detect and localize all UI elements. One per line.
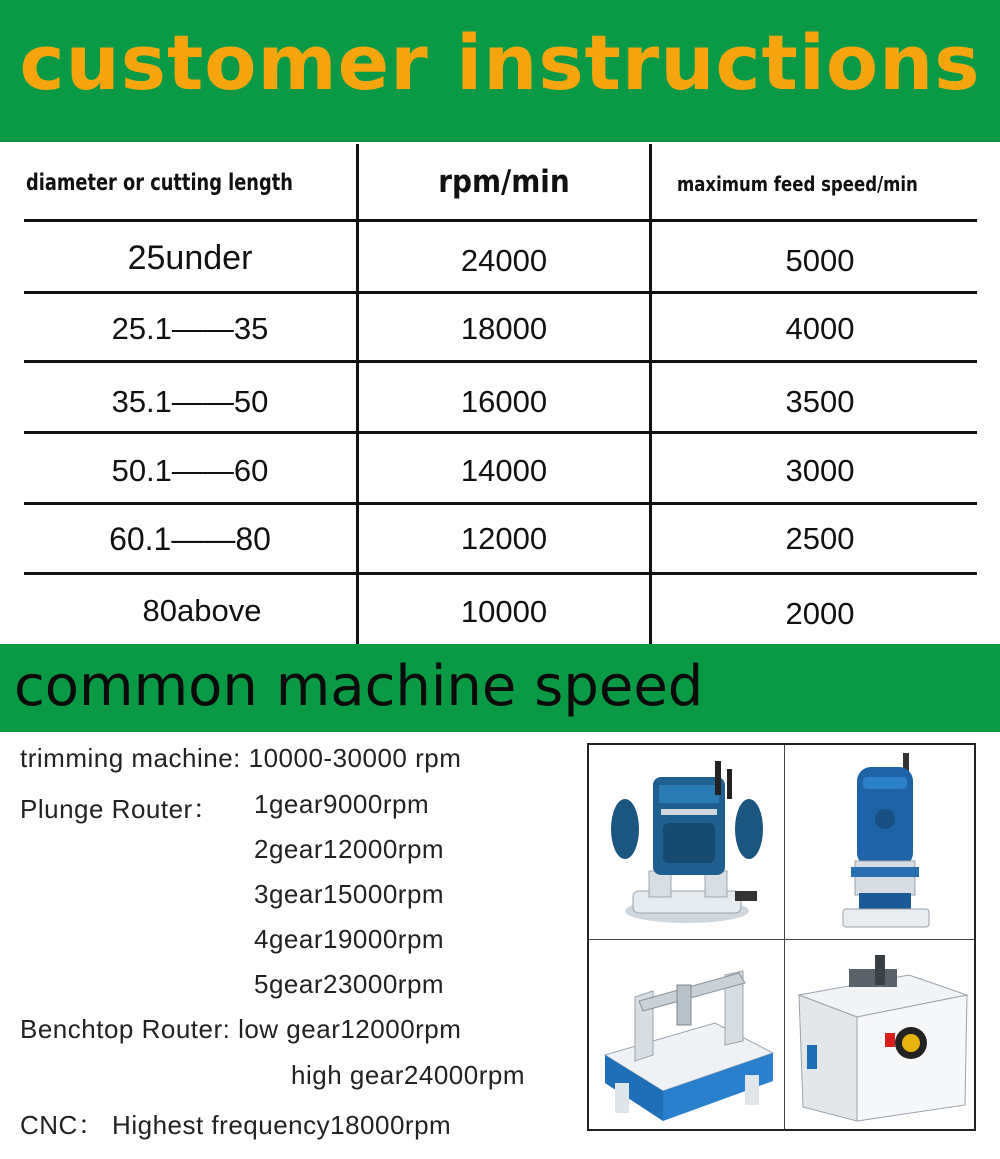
table-cell: 4000	[785, 311, 855, 346]
plunge-gear-4: 4gear19000rpm	[254, 924, 445, 954]
table-cell: 25.1——35	[111, 311, 269, 346]
plunge-router-image	[597, 751, 777, 931]
table-cell: 80above	[142, 593, 262, 628]
table-cell: 60.1——80	[109, 521, 271, 557]
grid-divider	[784, 745, 785, 1129]
table-cell: 18000	[460, 311, 548, 346]
trimming-machine-image	[793, 749, 973, 935]
row-divider	[24, 360, 977, 363]
table-cell: 35.1——50	[111, 384, 269, 419]
column-header-rpm: rpm/min	[438, 164, 570, 200]
table-cell: 5000	[785, 243, 855, 278]
table-cell: 14000	[460, 453, 548, 488]
table-cell: 2000	[785, 596, 855, 631]
table-cell: 16000	[460, 384, 548, 419]
row-divider	[24, 572, 977, 575]
top-banner	[0, 0, 1000, 142]
table-cell: 50.1——60	[111, 453, 269, 488]
spindle-moulder-image	[789, 945, 973, 1125]
table-cell: 24000	[460, 243, 548, 278]
cnc-router-image	[595, 945, 779, 1125]
page-title: customer instructions	[19, 18, 981, 107]
row-divider	[24, 431, 977, 434]
table-cell: 10000	[460, 594, 548, 629]
speed-table	[0, 142, 1000, 644]
plunge-gear-5: 5gear23000rpm	[254, 969, 445, 999]
table-cell: 25under	[127, 239, 253, 277]
benchtop-router-high: high gear24000rpm	[291, 1060, 525, 1090]
row-divider	[24, 219, 977, 222]
benchtop-router-low: Benchtop Router: low gear12000rpm	[20, 1014, 462, 1044]
section-banner	[0, 644, 1000, 732]
plunge-gear-3: 3gear15000rpm	[254, 879, 445, 909]
table-cell: 3500	[785, 384, 855, 419]
product-image-grid	[587, 743, 976, 1131]
table-cell: 3000	[785, 453, 855, 488]
trimming-speed: trimming machine: 10000-30000 rpm	[20, 743, 462, 773]
plunge-router-label: Plunge Router：	[20, 794, 220, 824]
plunge-gear-2: 2gear12000rpm	[254, 834, 445, 864]
section-title: common machine speed	[14, 654, 704, 719]
row-divider	[24, 291, 977, 294]
cnc-speed: CNC： Highest frequency18000rpm	[20, 1110, 452, 1140]
column-header-feed-speed: maximum feed speed/min	[677, 172, 918, 196]
column-header-diameter: diameter or cutting length	[26, 170, 293, 196]
row-divider	[24, 502, 977, 505]
grid-divider	[589, 939, 974, 940]
table-cell: 2500	[785, 521, 855, 556]
table-cell: 12000	[460, 521, 548, 556]
plunge-gear-1: 1gear9000rpm	[254, 789, 430, 819]
